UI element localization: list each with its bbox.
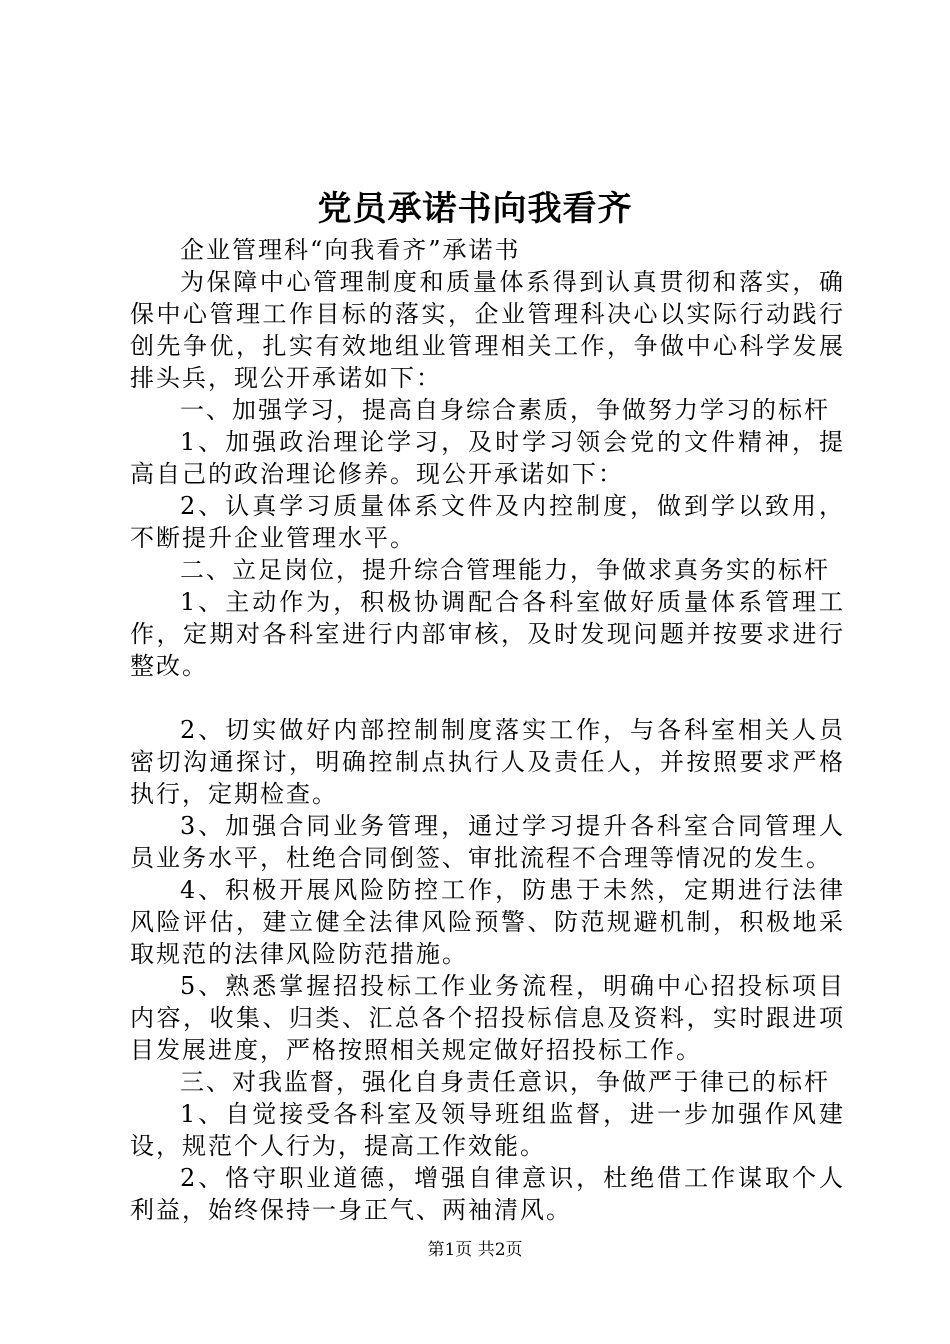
paragraph-intro: 为保障中心管理制度和质量体系得到认真贯彻和落实，确保中心管理工作目标的落实，企业管理科决心以实际行动践行创先争优，扎实有效地组业管理相关工作，争做中心科学发展排头兵，现公开承诺如下：: [130, 268, 845, 392]
paragraph-item: 2、切实做好内部控制制度落实工作，与各科室相关人员密切沟通探讨，明确控制点执行人及责任人，并按照要求严格执行，定期检查。: [130, 716, 845, 808]
page-number-footer: 第1页 共2页: [427, 1240, 523, 1260]
section-heading-3: 三、对我监督，强化自身责任意识，争做严于律已的标杆: [180, 1068, 830, 1096]
paragraph-item: 2、恪守职业道德，增强自律意识，杜绝借工作谋取个人利益，始终保持一身正气、两袖清风。: [130, 1164, 845, 1224]
paragraph-item: 1、加强政治理论学习，及时学习领会党的文件精神，提高自己的政治理论修养。现公开承诺如下：: [130, 428, 845, 488]
document-title: 党员承诺书向我看齐: [317, 189, 633, 229]
paragraph-subtitle: 企业管理科“向我看齐”承诺书: [180, 236, 521, 264]
paragraph-item: 2、认真学习质量体系文件及内控制度，做到学以致用，不断提升企业管理水平。: [130, 492, 845, 552]
paragraph-item: 3、加强合同业务管理，通过学习提升各科室合同管理人员业务水平，杜绝合同倒签、审批流程不合理等情况的发生。: [130, 812, 845, 872]
document-body: [130, 234, 845, 1226]
section-heading-2: 二、立足岗位，提升综合管理能力，争做求真务实的标杆: [180, 556, 830, 584]
paragraph-item: 1、自觉接受各科室及领导班组监督，进一步加强作风建设，规范个人行为，提高工作效能。: [130, 1100, 845, 1160]
section-heading-1: 一、加强学习，提高自身综合素质，争做努力学习的标杆: [180, 396, 830, 424]
paragraph-item: 4、积极开展风险防控工作，防患于未然，定期进行法律风险评估，建立健全法律风险预警、防范规避机制，积极地采取规范的法律风险防范措施。: [130, 876, 845, 968]
paragraph-item: 1、主动作为，积极协调配合各科室做好质量体系管理工作，定期对各科室进行内部审核，及时发现问题并按要求进行整改。: [130, 588, 845, 680]
paragraph-item: 5、熟悉掌握招投标工作业务流程，明确中心招投标项目内容，收集、归类、汇总各个招投标信息及资料，实时跟进项目发展进度，严格按照相关规定做好招投标工作。: [130, 972, 845, 1064]
